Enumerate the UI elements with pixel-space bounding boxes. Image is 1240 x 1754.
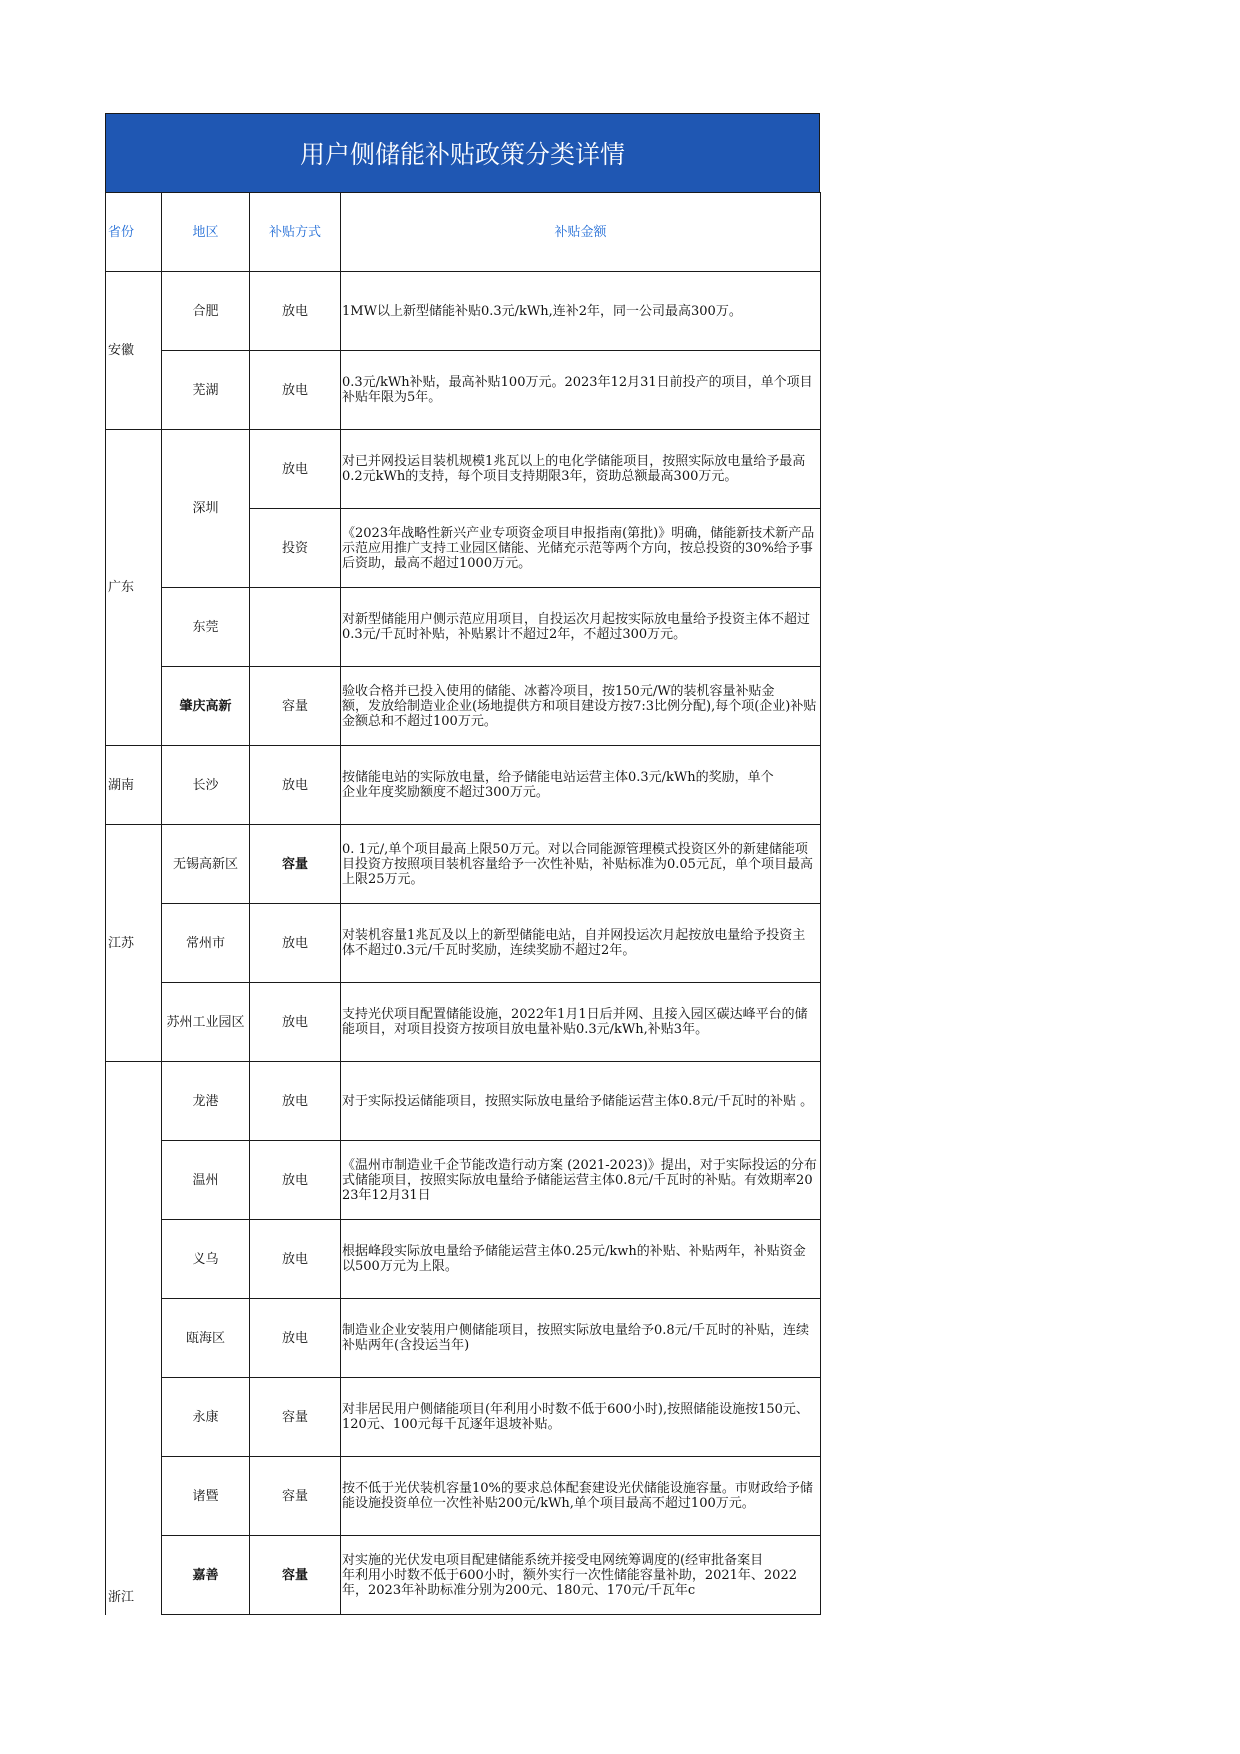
method-cell: 放电	[250, 1062, 341, 1141]
amount-cell: 对非居民用户侧储能项目(年利用小时数不低于600小时),按照储能设施按150元、120元、100元每千瓦逐年退坡补贴。	[341, 1378, 821, 1457]
region-cell: 东莞	[162, 588, 250, 667]
method-cell: 放电	[250, 351, 341, 430]
province-guangdong: 广东	[106, 430, 162, 746]
region-cell: 永康	[162, 1378, 250, 1457]
method-cell	[250, 588, 341, 667]
amount-cell: 《温州市制造业千企节能改造行动方案 (2021-2023)》提出，对于实际投运的分布式储能项目，按照实际放电量给予储能运营主体0.8元/千瓦时的补贴。有效期率2023年12月31日	[341, 1141, 821, 1220]
amount-cell: 对新型储能用户侧示范应用项目，自投运次月起按实际放电量给予投资主体不超过0.3元/千瓦时补贴，补贴累计不超过2年，不超过300万元。	[341, 588, 821, 667]
table-row	[106, 351, 821, 430]
method-cell: 容量	[250, 1457, 341, 1536]
header-amount: 补贴金额	[341, 193, 821, 272]
method-cell: 放电	[250, 904, 341, 983]
region-cell: 肇庆高新	[162, 667, 250, 746]
region-cell: 龙港	[162, 1062, 250, 1141]
header-region: 地区	[162, 193, 250, 272]
amount-cell: 制造业企业安装用户侧储能项目，按照实际放电量给予0.8元/千瓦时的补贴，连续补贴两年(含投运当年)	[341, 1299, 821, 1378]
table-row	[106, 1536, 821, 1615]
method-cell: 容量	[250, 667, 341, 746]
amount-line: 对实施的光伏发电项目配建储能系统并接受电网统筹调度的(经审批备案目	[342, 1552, 764, 1568]
region-cell: 常州市	[162, 904, 250, 983]
region-cell: 无锡高新区	[162, 825, 250, 904]
sheet-title: 用户侧储能补贴政策分类详情	[105, 113, 820, 192]
header-row	[106, 193, 821, 272]
amount-line: 额，发放给制造业企业(场地提供方和项目建设方按7:3比例分配),每个项(企业)补贴金额总和不超过100万元。	[342, 698, 817, 729]
amount-cell: 支持光伏项目配置储能设施，2022年1月1日后并网、且接入园区碳达峰平台的储能项目，对项目投资方按项目放电量补贴0.3元/kWh,补贴3年。	[341, 983, 821, 1062]
amount-line: 企业年度奖励额度不超过300万元。	[342, 785, 549, 800]
method-cell: 投资	[250, 509, 341, 588]
amount-cell: 0. 1元/,单个项目最高上限50万元。对以合同能源管理模式投资区外的新建储能项目投资方按照项目装机容量给予一次性补贴，补贴标准为0.05元瓦，单个项目最高上限25万元。	[341, 825, 821, 904]
method-cell: 容量	[250, 825, 341, 904]
method-cell: 放电	[250, 983, 341, 1062]
amount-cell: 《2023年战略性新兴产业专项资金项目申报指南(第批)》明确，储能新技术新产品示范应用推广支持工业园区储能、光储充示范等两个方向，按总投资的30%给予事后资助，最高不超过1000万元。	[341, 509, 821, 588]
header-province: 省份	[106, 193, 162, 272]
region-cell: 义乌	[162, 1220, 250, 1299]
policy-table	[105, 192, 821, 1615]
region-cell: 诸暨	[162, 1457, 250, 1536]
table-row	[106, 1141, 821, 1220]
amount-cell	[341, 667, 821, 746]
amount-cell	[341, 1536, 821, 1615]
table-row	[106, 983, 821, 1062]
region-cell: 长沙	[162, 746, 250, 825]
policy-sheet	[105, 113, 820, 1615]
table-row	[106, 667, 821, 746]
amount-line: 验收合格并已投入使用的储能、冰蓄冷项目，按150元/W的装机容量补贴金	[342, 683, 775, 699]
method-cell: 放电	[250, 746, 341, 825]
region-cell: 嘉善	[162, 1536, 250, 1615]
table-row	[106, 1220, 821, 1299]
method-cell: 放电	[250, 430, 341, 509]
table-row	[106, 1457, 821, 1536]
method-cell: 放电	[250, 1299, 341, 1378]
province-zhejiang: 浙江	[106, 1062, 162, 1615]
amount-cell: 0.3元/kWh补贴，最高补贴100万元。2023年12月31日前投产的项目，单个项目补贴年限为5年。	[341, 351, 821, 430]
amount-cell: 对装机容量1兆瓦及以上的新型储能电站，自并网投运次月起按放电量给予投资主体不超过0.3元/千瓦时奖励，连续奖励不超过2年。	[341, 904, 821, 983]
method-cell: 放电	[250, 1220, 341, 1299]
amount-cell: 按不低于光伏装机容量10%的要求总体配套建设光伏储能设施容量。市财政给予储能设施投资单位一次性补贴200元/kWh,单个项目最高不超过100万元。	[341, 1457, 821, 1536]
table-row	[106, 430, 821, 509]
amount-line: 年利用小时数不低于600小时，额外实行一次性储能容量补助，2021年、2022年，2023年补助标准分别为200元、180元、170元/千瓦年c	[342, 1567, 797, 1598]
method-cell: 放电	[250, 272, 341, 351]
province-jiangsu: 江苏	[106, 825, 162, 1062]
province-anhui: 安徽	[106, 272, 162, 430]
province-hunan: 湖南	[106, 746, 162, 825]
amount-cell: 1MW以上新型储能补贴0.3元/kWh,连补2年，同一公司最高300万。	[341, 272, 821, 351]
method-cell: 放电	[250, 1141, 341, 1220]
table-row	[106, 746, 821, 825]
header-method: 补贴方式	[250, 193, 341, 272]
table-row	[106, 904, 821, 983]
region-cell: 苏州工业园区	[162, 983, 250, 1062]
region-cell: 芜湖	[162, 351, 250, 430]
amount-cell	[341, 746, 821, 825]
table-row	[106, 588, 821, 667]
table-row	[106, 1378, 821, 1457]
table-row	[106, 1062, 821, 1141]
amount-cell: 对于实际投运储能项目，按照实际放电量给予储能运营主体0.8元/千瓦时的补贴 。	[341, 1062, 821, 1141]
amount-line: 按储能电站的实际放电量，给予储能电站运营主体0.3元/kWh的奖励，单个	[342, 770, 774, 785]
amount-cell: 对已并网投运目装机规模1兆瓦以上的电化学储能项目，按照实际放电量给予最高0.2元kWh的支持，每个项目支持期限3年，资助总额最高300万元。	[341, 430, 821, 509]
method-cell: 容量	[250, 1378, 341, 1457]
region-cell: 深圳	[162, 430, 250, 588]
region-cell: 温州	[162, 1141, 250, 1220]
table-row	[106, 825, 821, 904]
amount-cell: 根据峰段实际放电量给予储能运营主体0.25元/kwh的补贴、补贴两年，补贴资金以500万元为上限。	[341, 1220, 821, 1299]
table-row	[106, 272, 821, 351]
table-row	[106, 1299, 821, 1378]
region-cell: 合肥	[162, 272, 250, 351]
method-cell: 容量	[250, 1536, 341, 1615]
region-cell: 瓯海区	[162, 1299, 250, 1378]
